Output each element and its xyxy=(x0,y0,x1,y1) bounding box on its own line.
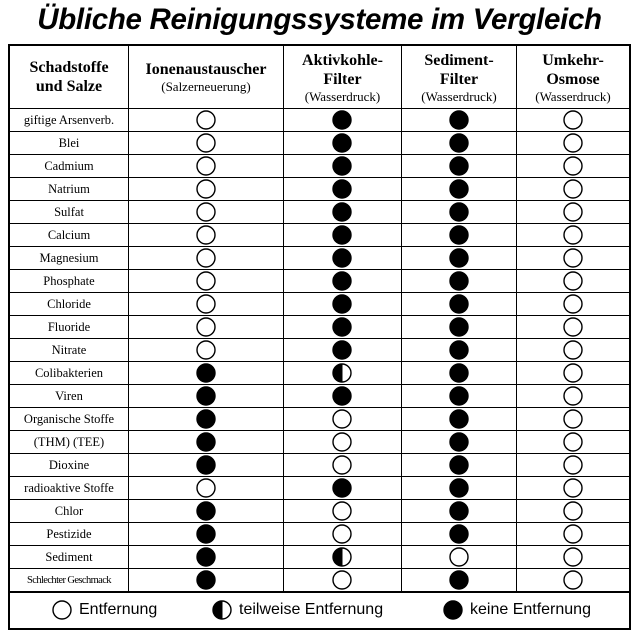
full-circle-icon xyxy=(332,294,352,314)
legend-empty-label: Entfernung xyxy=(79,601,158,618)
row-label: Fluoride xyxy=(47,320,91,334)
full-circle-icon xyxy=(449,501,469,521)
full-circle-icon xyxy=(449,271,469,291)
column-divider xyxy=(128,46,129,592)
empty-circle-icon xyxy=(332,455,352,475)
full-circle-icon xyxy=(332,271,352,291)
empty-circle-icon xyxy=(563,386,583,406)
header-ion-exchanger-title: Ionenaustauscher xyxy=(145,61,267,78)
legend-half-label: teilweise Entfernung xyxy=(239,601,384,618)
full-circle-icon xyxy=(196,386,216,406)
full-circle-icon xyxy=(449,317,469,337)
empty-circle-icon xyxy=(196,294,216,314)
row-label: Chlor xyxy=(54,504,84,518)
header-activated-carbon xyxy=(284,46,401,108)
full-circle-icon xyxy=(196,455,216,475)
row-label: Chloride xyxy=(47,297,91,311)
empty-circle-icon xyxy=(563,455,583,475)
full-circle-icon xyxy=(332,340,352,360)
empty-circle-icon xyxy=(196,248,216,268)
column-divider xyxy=(401,46,402,592)
full-circle-icon xyxy=(196,432,216,452)
full-circle-icon xyxy=(332,386,352,406)
full-circle-icon xyxy=(443,600,463,620)
half-circle-icon xyxy=(332,547,352,567)
row-label: giftige Arsenverb. xyxy=(23,113,115,127)
row-label: Organische Stoffe xyxy=(23,412,115,426)
empty-circle-icon xyxy=(563,409,583,429)
full-circle-icon xyxy=(449,156,469,176)
empty-circle-icon xyxy=(196,317,216,337)
empty-circle-icon xyxy=(196,202,216,222)
full-circle-icon xyxy=(449,570,469,590)
row-label: Colibakterien xyxy=(34,366,104,380)
header-pollutants-line1: Schadstoffe xyxy=(29,59,109,76)
empty-circle-icon xyxy=(196,225,216,245)
legend-full-label: keine Entfernung xyxy=(470,601,591,618)
full-circle-icon xyxy=(332,225,352,245)
row-label: (THM) (TEE) xyxy=(33,435,105,449)
full-circle-icon xyxy=(449,179,469,199)
empty-circle-icon xyxy=(563,570,583,590)
empty-circle-icon xyxy=(332,501,352,521)
full-circle-icon xyxy=(332,110,352,130)
header-sediment-filter-title: Sediment- xyxy=(424,51,494,69)
empty-circle-icon xyxy=(563,547,583,567)
full-circle-icon xyxy=(196,409,216,429)
half-circle-icon xyxy=(212,600,232,620)
full-circle-icon xyxy=(332,248,352,268)
full-circle-icon xyxy=(449,363,469,383)
full-circle-icon xyxy=(449,478,469,498)
empty-circle-icon xyxy=(563,225,583,245)
full-circle-icon xyxy=(449,524,469,544)
header-reverse-osmosis-title: Umkehr- xyxy=(542,51,604,69)
header-activated-carbon-title: Aktivkohle- xyxy=(302,51,383,69)
header-activated-carbon-title2: Filter xyxy=(323,70,362,88)
row-label: Calcium xyxy=(47,228,91,242)
empty-circle-icon xyxy=(563,363,583,383)
header-ion-exchanger-subtitle: (Salzerneuerung) xyxy=(161,79,251,94)
row-label: Blei xyxy=(58,136,80,150)
full-circle-icon xyxy=(196,524,216,544)
full-circle-icon xyxy=(332,133,352,153)
empty-circle-icon xyxy=(196,478,216,498)
row-label: Dioxine xyxy=(48,458,90,472)
empty-circle-icon xyxy=(332,409,352,429)
empty-circle-icon xyxy=(332,432,352,452)
full-circle-icon xyxy=(449,294,469,314)
empty-circle-icon xyxy=(196,133,216,153)
full-circle-icon xyxy=(449,202,469,222)
full-circle-icon xyxy=(332,179,352,199)
full-circle-icon xyxy=(196,363,216,383)
full-circle-icon xyxy=(449,432,469,452)
empty-circle-icon xyxy=(563,179,583,199)
empty-circle-icon xyxy=(52,600,72,620)
row-label: Pestizide xyxy=(46,527,92,541)
header-reverse-osmosis-subtitle: (Wasserdruck) xyxy=(535,88,611,104)
empty-circle-icon xyxy=(563,271,583,291)
header-pollutants xyxy=(10,46,128,108)
empty-circle-icon xyxy=(563,501,583,521)
header-sediment-filter-subtitle: (Wasserdruck) xyxy=(421,88,497,104)
empty-circle-icon xyxy=(563,294,583,314)
header-activated-carbon-subtitle: (Wasserdruck) xyxy=(304,88,381,104)
row-label: Viren xyxy=(55,389,83,403)
full-circle-icon xyxy=(332,156,352,176)
header-ion-exchanger xyxy=(129,46,283,108)
full-circle-icon xyxy=(196,547,216,567)
empty-circle-icon xyxy=(196,110,216,130)
row-label: Magnesium xyxy=(39,251,99,265)
half-circle-icon xyxy=(332,363,352,383)
full-circle-icon xyxy=(332,317,352,337)
header-sediment-filter xyxy=(402,46,516,108)
empty-circle-icon xyxy=(196,179,216,199)
column-divider xyxy=(516,46,517,592)
full-circle-icon xyxy=(449,409,469,429)
empty-circle-icon xyxy=(563,248,583,268)
row-label: Natrium xyxy=(48,182,90,196)
row-label: Nitrate xyxy=(51,343,87,357)
full-circle-icon xyxy=(332,478,352,498)
empty-circle-icon xyxy=(332,524,352,544)
page-title: Übliche Reinigungssysteme im Vergleich xyxy=(37,3,602,36)
full-circle-icon xyxy=(449,386,469,406)
empty-circle-icon xyxy=(332,570,352,590)
header-reverse-osmosis-title2: Osmose xyxy=(546,70,600,88)
full-circle-icon xyxy=(449,340,469,360)
row-label: radioaktive Stoffe xyxy=(24,481,114,495)
empty-circle-icon xyxy=(196,156,216,176)
full-circle-icon xyxy=(449,248,469,268)
empty-circle-icon xyxy=(563,478,583,498)
header-pollutants-line2: und Salze xyxy=(35,78,103,95)
empty-circle-icon xyxy=(563,156,583,176)
empty-circle-icon xyxy=(563,317,583,337)
full-circle-icon xyxy=(449,225,469,245)
empty-circle-icon xyxy=(563,432,583,452)
row-label: Schlechter Geschmack xyxy=(27,575,111,586)
full-circle-icon xyxy=(449,455,469,475)
full-circle-icon xyxy=(332,202,352,222)
row-label: Cadmium xyxy=(44,159,94,173)
legend xyxy=(10,592,629,628)
row-label: Sulfat xyxy=(54,205,84,219)
empty-circle-icon xyxy=(563,202,583,222)
empty-circle-icon xyxy=(563,133,583,153)
empty-circle-icon xyxy=(449,547,469,567)
empty-circle-icon xyxy=(563,110,583,130)
header-sediment-filter-title2: Filter xyxy=(439,70,479,88)
row-label: Sediment xyxy=(45,550,93,564)
empty-circle-icon xyxy=(196,340,216,360)
header-reverse-osmosis xyxy=(517,46,629,108)
comparison-table xyxy=(8,44,631,630)
full-circle-icon xyxy=(449,110,469,130)
empty-circle-icon xyxy=(563,524,583,544)
column-divider xyxy=(283,46,284,592)
empty-circle-icon xyxy=(563,340,583,360)
full-circle-icon xyxy=(196,501,216,521)
full-circle-icon xyxy=(449,133,469,153)
full-circle-icon xyxy=(196,570,216,590)
header-divider xyxy=(10,108,629,109)
row-label: Phosphate xyxy=(43,274,95,288)
empty-circle-icon xyxy=(196,271,216,291)
